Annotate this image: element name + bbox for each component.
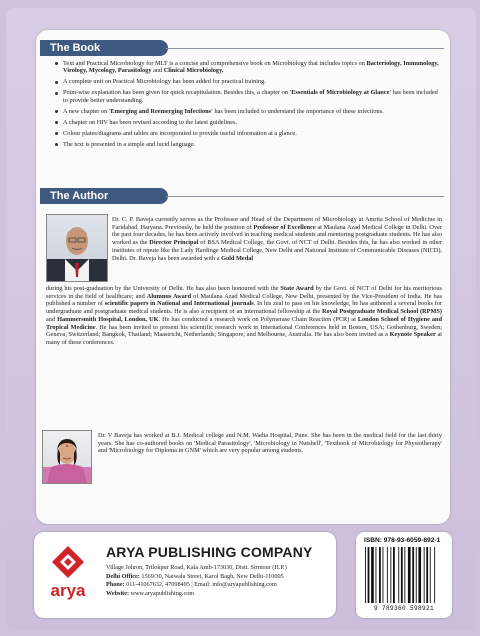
feature-text: Colour plates/diagrams and tables are incorporated to provide useful information at a glance.: [63, 129, 297, 137]
feature-item: [54, 119, 442, 126]
feature-text: Text and Practical Microbiology for MLT is a concise and comprehensive book on Microbiology that includes topics on Bacteriology, Immunology, Virology, Mycology, Parasitology and Clinical Microbiology.: [63, 60, 439, 75]
book-feature-list: [54, 60, 442, 152]
male-portrait-icon: [47, 215, 107, 281]
publisher-phone: Phone: 011-41067632, 47098495 | Email: info@aryapublishing.com: [106, 581, 277, 589]
isbn-label: ISBN: 978-93-6059-892-1: [364, 537, 441, 544]
author-photo-v-baveja: [42, 430, 92, 484]
feature-text: A chapter on HIV has been revised according to the latest guidelines.: [63, 118, 238, 126]
feature-text: A new chapter on 'Emerging and Reemerging Infections' has been included to understand the importance of these infections.: [63, 107, 384, 115]
author-heading: The Author: [40, 188, 168, 204]
feature-item: [54, 130, 442, 137]
feature-item: [54, 141, 442, 148]
publisher-website: Website: www.aryapublishing.com: [106, 589, 195, 597]
publisher-delhi-office: Delhi Office: 1569/30, Naiwala Street, Karol Bagh, New Delhi-110005: [106, 572, 284, 580]
author-bio-part1: Dr. C. P. Baveja currently serves as the Professor and Head of the Department of Microbiology at Amrita School of Medicine in Faridabad, Haryana. Previously, he held the position of Professor of Excellence at Maulana Azad Medical College in Delhi. Over the past four decades, he has been actively involved in teaching medical students and mentoring postgraduate students. He has also worked as the Director Principal of BSA Medical College, the Govt. of NCT of Delhi. Besides this, he has also worked in other institutes of repute like the Lady Hardinge Medical College, New Delhi and National Institute of Communicable Diseases (NICD), Delhi. Dr. Baveja has been awarded with a Gold Medal: [112, 216, 443, 262]
author-heading-rule: [166, 196, 444, 197]
co-author-bio: Dr. V Baveja has worked at B.J. Medical college and N.M. Wadia Hospital, Pune. She has been in the medical field for the last thirty years. She has co-authored books on 'Medical Parasitology', 'Microbiology in Nutshell', 'Textbook of Microbiology for Physiotherapy' and 'Microbiology for Diploma in GNM' which are very popular among students.: [98, 432, 442, 455]
feature-text: A complete unit on Practical Microbiology has been added for practical training.: [63, 78, 266, 86]
book-heading: The Book: [40, 40, 168, 56]
female-portrait-icon: [43, 431, 91, 483]
isbn-box: [356, 532, 452, 618]
book-heading-rule: [166, 48, 444, 49]
author-photo-cp-baveja: [46, 214, 108, 282]
feature-text: The text is presented in a simple and lucid language.: [63, 140, 196, 148]
svg-text:arya: arya: [50, 581, 86, 600]
author-bio-part2: during his post-graduation by the University of Delhi. He has also been honoured with the State Award by the Govt. of NCT of Delhi for his meritorious services in the field of healthcare; and Alumnus Award of Maulana Azad Medical College, New Delhi, presented by the Vice-President of India. He has published a number of scientific papers in National and International journals. In his zeal to pass on his knowledge, he has authored a several books for undergraduate and postgraduate medical students. He is also a recipient of an international fellowship at the Royal Postgraduate Medical School (RPMS) and Hammersmith Hospital, London, UK. He has conducted a research work on Polymerase Chain Reaction (PCR) at London School of Hygiene and Tropical Medicine. He has been invited to present his scientific research work in International Conferences held in Boston, USA; Gothenburg, Sweden; Geneva, Switzerland; Bangkok, Thailand; Maastricht, Netherlands; Singapore; and Melbourne, Australia. He has also been invited as a Keynote Speaker at many of these conferences.: [46, 285, 443, 346]
feature-text: Point-wise explanation has been given for quick recapitulation. Besides this, a chapter on 'Essentials of Microbiology at Glance' has been included to provide better understanding.: [63, 89, 438, 104]
back-cover: [6, 8, 476, 630]
arya-logo: [40, 544, 96, 604]
barcode-icon: [364, 547, 444, 603]
publisher-name: ARYA PUBLISHING COMPANY: [106, 544, 313, 560]
isbn-barcode-digits: 9 789360 598921: [373, 605, 434, 612]
arya-logo-icon: [40, 544, 96, 604]
publisher-contact: [106, 564, 332, 598]
publisher-box: [34, 532, 336, 618]
feature-item: [54, 60, 442, 75]
feature-item: [54, 89, 442, 104]
content-panel: [36, 30, 450, 524]
feature-item: [54, 108, 442, 115]
feature-item: [54, 78, 442, 85]
publisher-address: Village Johron, Trilokpur Road, Kala Amb-173030, Distt. Sirmour (H.P.): [106, 564, 287, 571]
